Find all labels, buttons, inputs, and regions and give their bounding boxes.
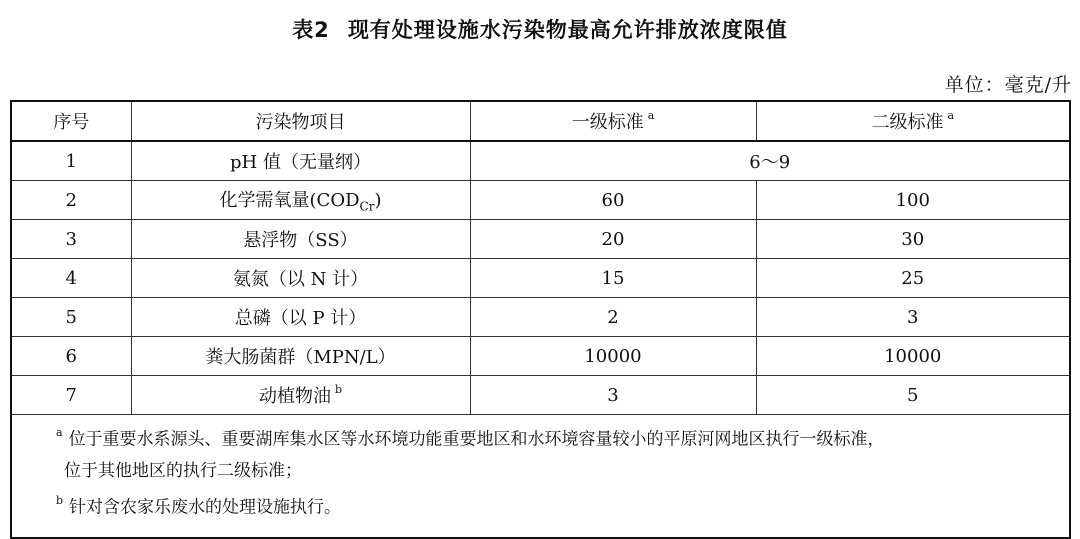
row-item	[131, 181, 470, 220]
row-grade1: 60	[470, 181, 756, 220]
row-item: 氨氮（以 N 计）	[131, 259, 470, 298]
row-item: 粪大肠菌群（MPN/L）	[131, 337, 470, 376]
note-a-line2: 位于其他地区的执行二级标准；	[64, 460, 302, 481]
note-a-mark: a	[56, 426, 63, 439]
footnote-mark: a	[647, 109, 655, 122]
table-row	[11, 141, 1070, 181]
row-grade1: 10000	[470, 337, 756, 376]
notes-row	[11, 415, 1070, 539]
table-row	[11, 220, 1070, 259]
header-grade1	[470, 101, 756, 141]
header-grade1-label: 一级标准	[571, 112, 644, 133]
row-no: 5	[11, 298, 131, 337]
table-notes	[11, 415, 1070, 539]
row-no: 7	[11, 376, 131, 415]
table-row	[11, 298, 1070, 337]
row-merged-value: 6～9	[470, 141, 1070, 181]
row-item-text: 化学需氧量(COD	[219, 190, 360, 212]
row-grade1: 20	[470, 220, 756, 259]
row-item-subscript: Cr	[359, 199, 375, 214]
row-grade2: 3	[756, 298, 1070, 337]
row-grade2: 100	[756, 181, 1070, 220]
table-title	[0, 14, 1080, 44]
header-no: 序号	[11, 101, 131, 141]
row-grade2: 30	[756, 220, 1070, 259]
footnote-mark: b	[334, 383, 343, 396]
row-item	[131, 376, 470, 415]
emission-limits-table	[10, 100, 1071, 539]
header-row	[11, 101, 1070, 141]
row-item-text: 动植物油	[258, 386, 331, 407]
row-item: 总磷（以 P 计）	[131, 298, 470, 337]
note-a-line1: 位于重要水系源头、重要湖库集水区等水环境功能重要地区和水环境容量较小的平原河网地区执行一级标准，	[68, 429, 885, 450]
table-row	[11, 181, 1070, 220]
row-grade1: 15	[470, 259, 756, 298]
note-b	[56, 487, 1055, 524]
row-item-suffix: )	[374, 190, 382, 212]
table-title-text: 现有处理设施水污染物最高允许排放浓度限值	[347, 18, 788, 42]
row-no: 1	[11, 141, 131, 181]
row-grade1: 3	[470, 376, 756, 415]
row-no: 3	[11, 220, 131, 259]
row-grade1: 2	[470, 298, 756, 337]
unit-label: 单位：毫克/升	[944, 74, 1072, 96]
row-grade2: 10000	[756, 337, 1070, 376]
row-grade2: 25	[756, 259, 1070, 298]
row-item: 悬浮物（SS）	[131, 220, 470, 259]
row-no: 2	[11, 181, 131, 220]
table-number: 表2	[292, 18, 330, 42]
row-no: 6	[11, 337, 131, 376]
header-item: 污染物项目	[131, 101, 470, 141]
row-grade2: 5	[756, 376, 1070, 415]
header-grade2-label: 二级标准	[871, 112, 944, 133]
note-b-mark: b	[56, 493, 64, 507]
note-a	[56, 419, 1055, 456]
table-row	[11, 376, 1070, 415]
header-grade2	[756, 101, 1070, 141]
row-no: 4	[11, 259, 131, 298]
note-b-line: 针对含农家乐废水的处理设施执行。	[69, 497, 342, 518]
footnote-mark: a	[947, 109, 955, 122]
table-row	[11, 259, 1070, 298]
row-item: pH 值（无量纲）	[131, 141, 470, 181]
table-row	[11, 337, 1070, 376]
